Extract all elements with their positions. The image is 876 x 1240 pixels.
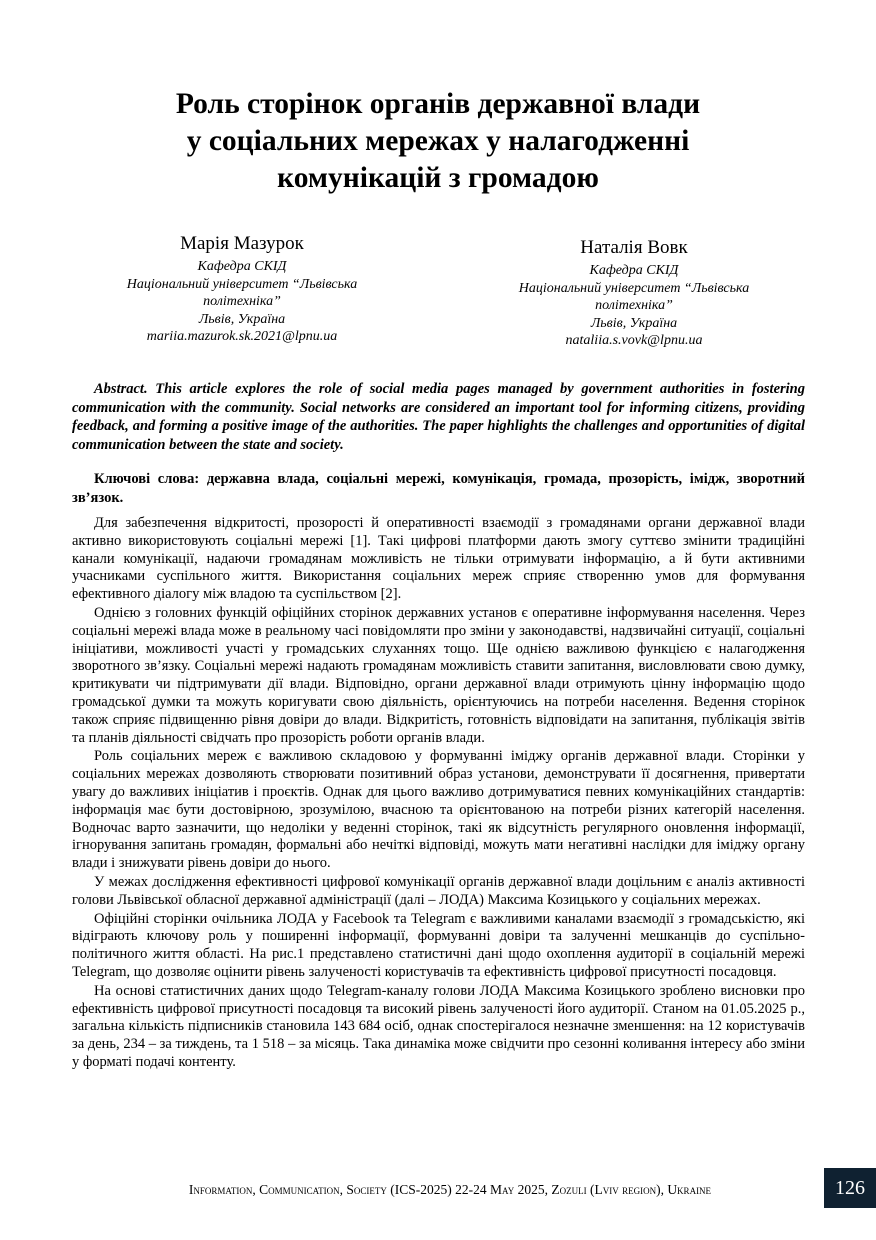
body-text (72, 515, 805, 1073)
title-line: комунікацій з громадою (277, 162, 599, 194)
author-department: Кафедра СКІД (589, 263, 679, 278)
abstract: Abstract. This article explores the role of social media pages managed by government authorities in fostering communication with the community. Social networks are considered an important tool for informing citizens, providing feedback, and forming a positive image of the authorities. The paper highlights the challenges and opportunities of digital communication between the state and society. (72, 381, 805, 453)
author-block-1 (92, 232, 392, 346)
author-name: Наталія Вовк (580, 237, 688, 258)
keywords: Ключові слова: державна влада, соціальні мережі, комунікація, громада, прозорість, імідж, зворотний зв’язок. (72, 471, 805, 506)
paragraph: Для забезпечення відкритості, прозорості й оперативності взаємодії з громадянами органи державної влади активно використовують соціальні мережі [1]. Такі цифрові платформи дають змогу суттєво змінити традиційні канали комунікації, надаючи громадянам можливість не тільки отримувати інформацію, а й бути активними учасниками суспільного життя. Використання соціальних мереж сприяє створенню умов для формування ефективного діалогу між владою та суспільством [2]. (72, 515, 805, 603)
title-line: Роль сторінок органів державної влади (175, 88, 701, 120)
page-number-badge: 126 (824, 1168, 876, 1208)
paragraph: Офіційні сторінки очільника ЛОДА у Facebook та Telegram є важливими каналами взаємодії з громадськістю, які відіграють ключову роль у поширенні інформації, формуванні довіри та залученні мешканців до суспільно-політичного життя області. На рис.1 представлено статистичні дані щодо охоплення аудиторії в соціальній мережі Telegram, що дозволяє оцінити рівень залученості користувачів та ефективність цифрової присутності посадовця. (72, 910, 805, 980)
author-email: nataliia.s.vovk@lpnu.ua (565, 333, 703, 348)
author-university-cont: політехніка” (203, 294, 281, 309)
author-university-cont: політехніка” (595, 298, 673, 313)
title-line: у соціальних мережах у налагодженні (186, 125, 690, 157)
author-block-2 (484, 236, 784, 350)
paragraph: Роль соціальних мереж є важливою складовою у формуванні іміджу органів державної влади. Сторінки у соціальних мережах дозволяють створювати позитивний образ установи, демонструвати її досягнення, привертати увагу до важливих ініціатив і проєктів. Однак для цього важливо дотримуватися певних комунікаційних стандартів: інформація має бути достовірною, зрозумілою, вчасною та орієнтованою на потреби різних категорій населення. Водночас варто зазначити, що недоліки у веденні сторінок, такі як відсутність регулярного оновлення інформації, ігнорування запитань громадян, формальні або нечіткі відповіді, можуть мати негативні наслідки для іміджу органу влади і знижувати рівень довіри до нього. (72, 748, 805, 872)
author-city: Львів, Україна (590, 315, 678, 331)
paragraph: Однією з головних функцій офіційних сторінок державних установ є оперативне інформування населення. Через соціальні мережі влада може в реальному часі повідомляти про зміни у законодавстві, надзвичайні ситуації, соціальні ініціативи, можливості участі у громадських слуханнях тощо. Ще однією важливою функцією є налагодження зворотного зв’язку. Соціальні мережі надають громадянам можливість ставити запитання, висловлювати свою думку, критикувати чи підтримувати дії влади. Відповідно, органи державної влади отримують цінну інформацію щодо громадської думки та можуть коригувати свою діяльність, орієнтуючись на потреби населення. Ведення сторінок також сприяє підвищенню рівня довіри до влади. Відкритість, готовність відповідати на запитання, публікація звітів та планів діяльності свідчать про прозорість роботи органів влади. (72, 604, 805, 746)
author-city: Львів, Україна (198, 311, 286, 327)
author-department: Кафедра СКІД (197, 259, 287, 274)
paragraph: У межах дослідження ефективності цифрової комунікації органів державної влади доцільним є аналіз активності голови Львівської обласної державної адміністрації (далі – ЛОДА) Максима Козицького у соціальних мережах. (72, 873, 805, 908)
paragraph: На основі статистичних даних щодо Telegram-каналу голови ЛОДА Максима Козицького зроблено висновки про ефективність цифрової присутності посадовця та високий рівень залученості його аудиторії. Станом на 01.05.2025 р., загальна кількість підписників становила 143 684 осіб, однак спостерігалося незначне зменшення: на 12 користувачів за день, 234 – за тиждень, та 1 518 – за місяць. Така динаміка може свідчити про сезонні коливання інтересу або зміни у форматі подачі контенту. (72, 982, 805, 1070)
paper-title (100, 86, 776, 197)
page-footer: Information, Communication, Society (ICS-2025) 22-24 May 2025, Zozuli (Lviv region), Ukraine (188, 1182, 712, 1197)
author-email: mariia.mazurok.sk.2021@lpnu.ua (146, 329, 338, 344)
author-university: Національний університет “Львівська (126, 276, 358, 292)
author-name: Марія Мазурок (180, 233, 304, 254)
author-university: Національний університет “Львівська (518, 280, 750, 296)
